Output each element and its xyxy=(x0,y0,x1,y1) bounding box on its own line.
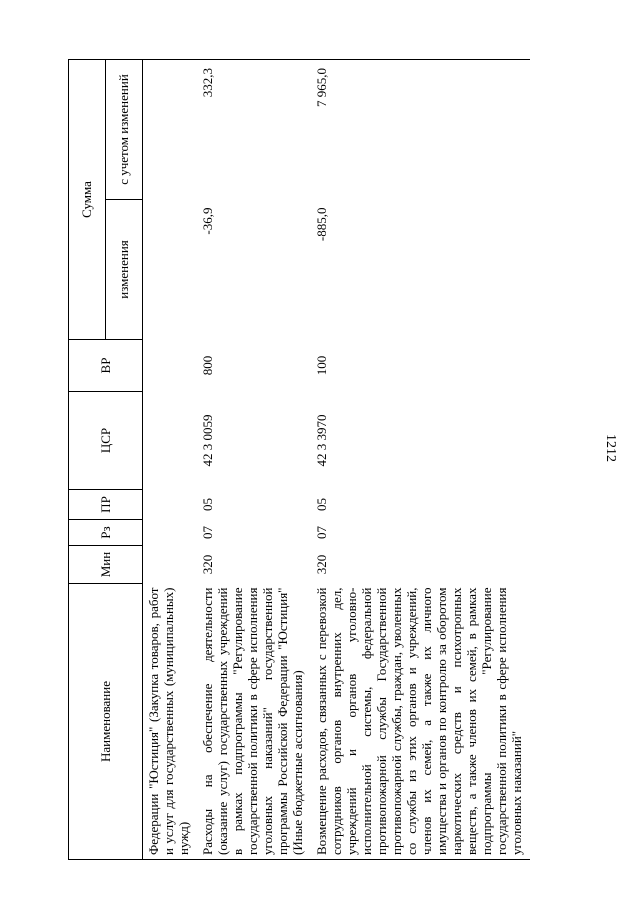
row-name: Возмещение расходов, связанных с перевозкой сотрудников органов внутренних дел, учреждений и органов уголовно-исполнительной системы, федеральной противопожарной службы Государственной противопожарной службы, граждан, уволенных со службы из этих органов и учреждений, членов их семей, а также их личного имущества и органов по контролю за оборотом наркотических средств и психотропных веществ, а также членов их семей, в рамках подпрограммы "Регулирование государственной политики в сфере исполнения уголовных наказаний" xyxy=(311,584,530,860)
row-total: 332,3 xyxy=(197,60,311,200)
row-change xyxy=(143,200,198,340)
header-pr: ПР xyxy=(69,490,143,520)
row-change: -36,9 xyxy=(200,207,215,235)
row-rz: 07 xyxy=(200,526,215,539)
header-change: изменения xyxy=(106,200,143,340)
row-pr: 05 xyxy=(200,498,215,511)
header-sum: Сумма xyxy=(69,60,106,340)
row-rz xyxy=(143,520,198,546)
row-min xyxy=(143,546,198,584)
header-with-changes: с учетом изменений xyxy=(106,60,143,200)
table-row xyxy=(197,60,311,860)
header-rz: Рз xyxy=(69,520,143,546)
table-row xyxy=(143,60,198,860)
row-vr: 100 xyxy=(314,355,329,376)
row-vr xyxy=(143,340,198,392)
table-row xyxy=(311,60,530,860)
header-row-1 xyxy=(69,60,106,860)
rotated-table-container xyxy=(68,60,628,860)
row-pr: 05 xyxy=(314,498,329,511)
row-csr xyxy=(143,392,198,490)
row-pr xyxy=(143,490,198,520)
row-change: -885,0 xyxy=(314,207,329,242)
header-vr: ВР xyxy=(69,340,143,392)
page-number: 1212 xyxy=(603,434,618,462)
header-min: Мин xyxy=(69,546,143,584)
row-total: 7 965,0 xyxy=(311,60,530,200)
row-min: 320 xyxy=(200,554,215,575)
row-total xyxy=(143,60,198,200)
row-name: Расходы на обеспечение деятельности (оказание услуг) государственных учреждений в рамках подпрограммы "Регулирование государственной политики в сфере исполнения уголовных наказаний" государственной программы Российской Федерации "Юстиция" (Иные бюджетные ассигнования) xyxy=(197,584,311,860)
row-rz: 07 xyxy=(314,526,329,539)
budget-table xyxy=(68,59,530,860)
row-csr: 42 3 3970 xyxy=(314,414,329,467)
row-min: 320 xyxy=(314,554,329,575)
header-csr: ЦСР xyxy=(69,392,143,490)
row-vr: 800 xyxy=(200,355,215,376)
header-name: Наименование xyxy=(69,584,143,860)
row-csr: 42 3 0059 xyxy=(200,414,215,467)
row-name: Федерации "Юстиция" (Закупка товаров, работ и услуг для государственных (муниципальных) нужд) xyxy=(143,584,198,860)
